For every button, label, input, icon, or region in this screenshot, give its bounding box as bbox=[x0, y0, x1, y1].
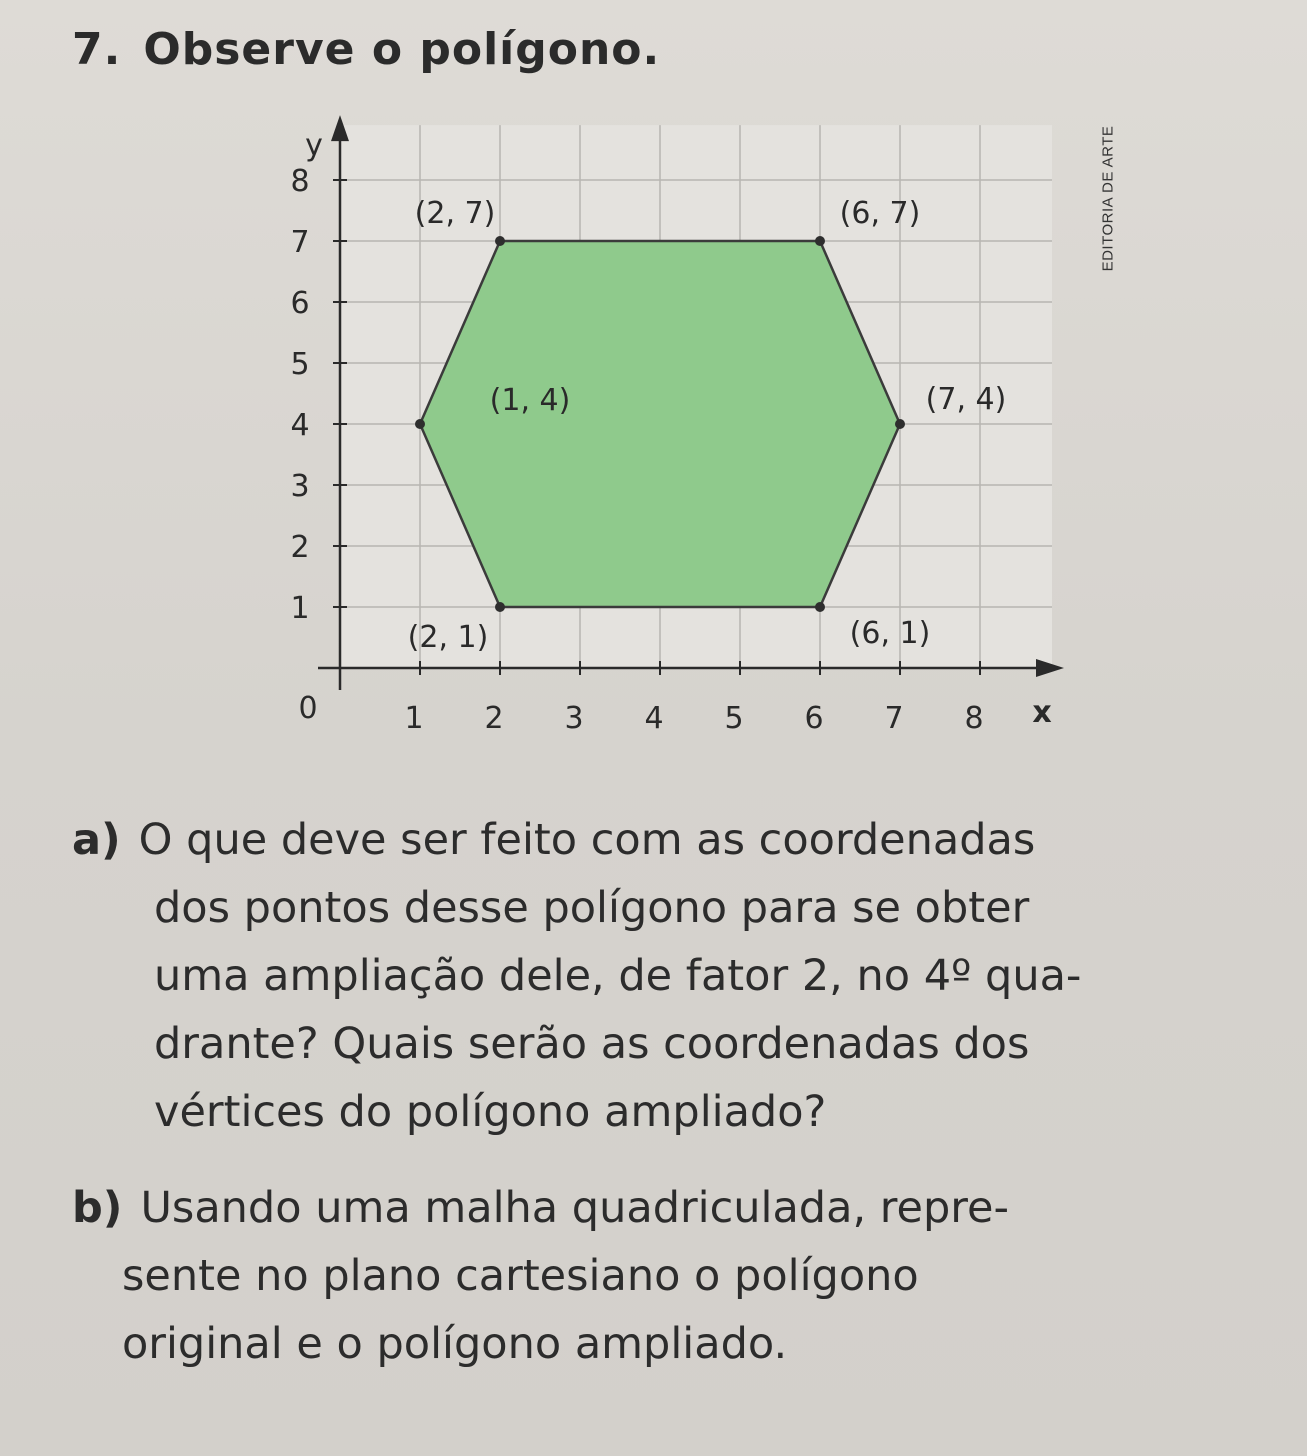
y-tick-label: 6 bbox=[290, 286, 310, 321]
item-b-line-1 bbox=[72, 1174, 1009, 1242]
vertex-label: (2, 7) bbox=[414, 196, 496, 231]
origin-label: 0 bbox=[298, 691, 318, 726]
polygon-layer bbox=[415, 236, 905, 612]
x-tick-label: 3 bbox=[564, 701, 584, 736]
y-tick-label: 7 bbox=[290, 225, 310, 260]
hexagon-polygon bbox=[420, 241, 900, 607]
item-a-line-4: drante? Quais serão as coordenadas dos bbox=[154, 1019, 1030, 1069]
vertex-point bbox=[495, 236, 505, 246]
item-a-letter: a) bbox=[72, 815, 121, 865]
y-tick-label: 2 bbox=[290, 530, 310, 565]
item-b-line-3: original e o polígono ampliado. bbox=[122, 1319, 788, 1369]
vertex-point bbox=[815, 602, 825, 612]
item-a bbox=[72, 806, 1081, 1146]
x-tick-label: 6 bbox=[804, 701, 824, 736]
item-b-line-2: sente no plano cartesiano o polígono bbox=[122, 1251, 919, 1301]
item-a-line-2: dos pontos desse polígono para se obter bbox=[154, 883, 1030, 933]
vertex-label: (1, 4) bbox=[489, 383, 571, 418]
item-a-line-3: uma ampliação dele, de fator 2, no 4º qua- bbox=[154, 951, 1082, 1001]
item-b-letter: b) bbox=[72, 1183, 123, 1233]
vertex-point bbox=[415, 419, 425, 429]
x-tick-label: 7 bbox=[884, 701, 904, 736]
question-title-text: Observe o polígono. bbox=[143, 24, 661, 75]
vertex-point bbox=[895, 419, 905, 429]
x-tick-label: 4 bbox=[644, 701, 664, 736]
vertex-label: (6, 1) bbox=[849, 616, 931, 651]
item-b-text-1: Usando uma malha quadriculada, repre- bbox=[140, 1183, 1009, 1233]
x-tick-label: 5 bbox=[724, 701, 744, 736]
y-axis-label: y bbox=[305, 128, 323, 164]
vertex-point bbox=[495, 602, 505, 612]
item-b bbox=[72, 1174, 1009, 1378]
item-a-line-1 bbox=[72, 806, 1081, 874]
y-tick-label: 8 bbox=[290, 164, 310, 199]
vertex-point bbox=[815, 236, 825, 246]
x-tick-label: 2 bbox=[484, 701, 504, 736]
question-number: 7. bbox=[72, 24, 122, 75]
y-tick-label: 3 bbox=[290, 469, 310, 504]
vertex-label: (6, 7) bbox=[839, 196, 921, 231]
x-tick-label: 1 bbox=[404, 701, 424, 736]
x-axis-label: x bbox=[1032, 695, 1052, 730]
item-a-line-5: vértices do polígono ampliado? bbox=[154, 1087, 827, 1137]
vertex-label: (7, 4) bbox=[925, 382, 1007, 417]
y-tick-label: 5 bbox=[290, 347, 310, 382]
vertex-label: (2, 1) bbox=[407, 620, 489, 655]
y-tick-label: 4 bbox=[290, 408, 310, 443]
item-a-text-1: O que deve ser feito com as coordenadas bbox=[138, 815, 1036, 865]
x-tick-label: 8 bbox=[964, 701, 984, 736]
y-tick-label: 1 bbox=[290, 591, 310, 626]
image-credit: EDITORIA DE ARTE bbox=[1099, 125, 1117, 272]
